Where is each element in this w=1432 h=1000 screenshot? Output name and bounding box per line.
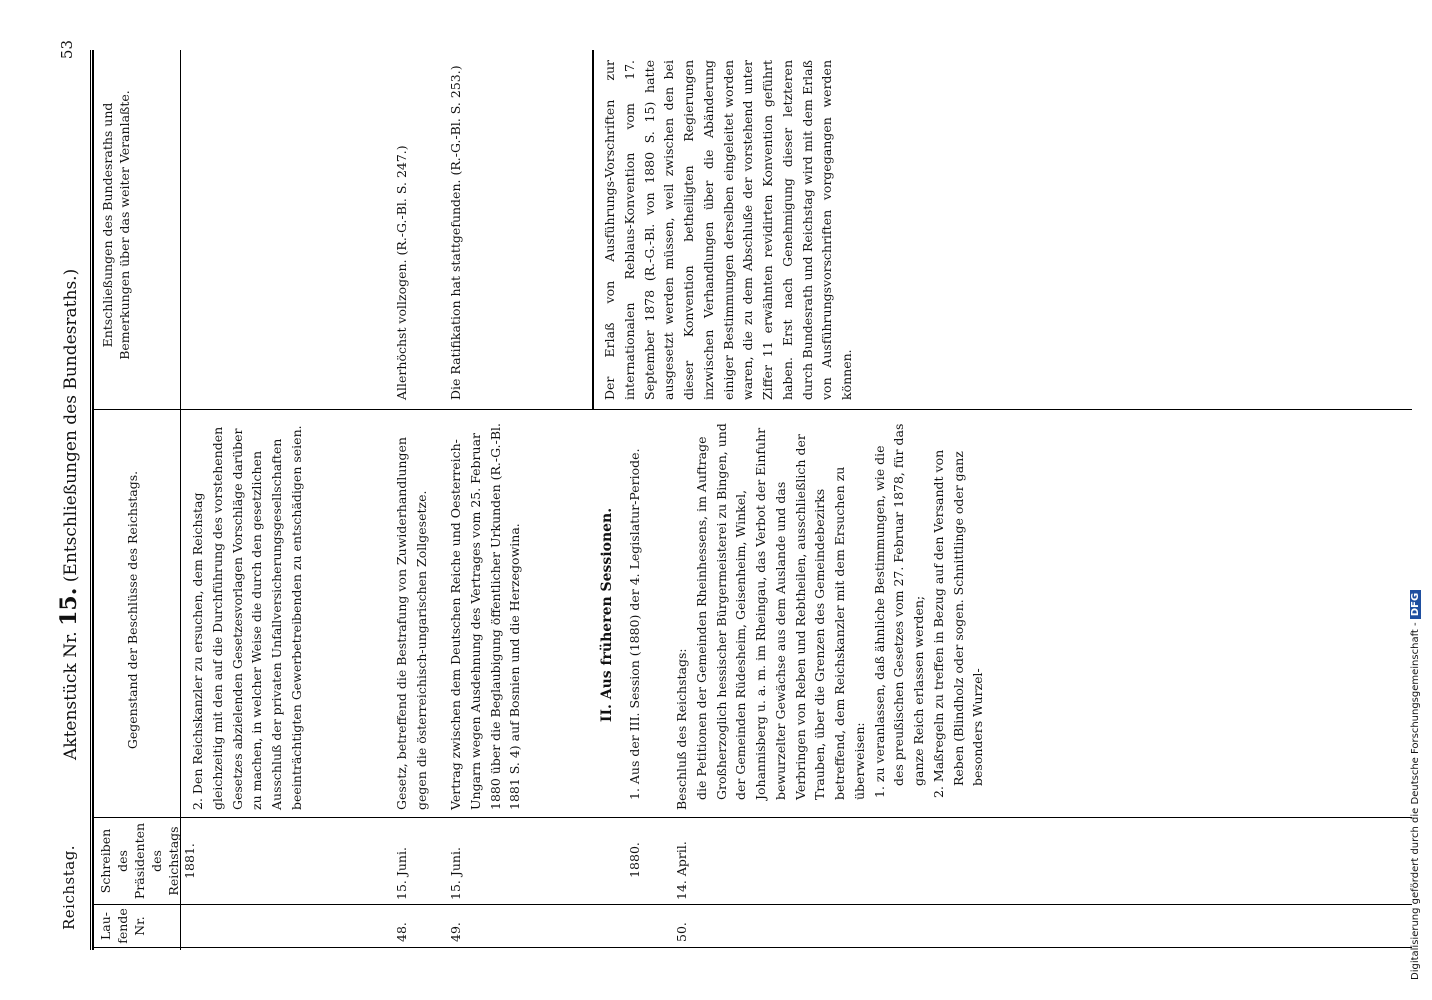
sidebar-credit-text: Digitalisierung gefördert durch die Deutsche Forschungsgemeinschaft - xyxy=(1410,622,1421,980)
header-number: 15. xyxy=(56,587,82,626)
header-rule xyxy=(92,50,94,950)
row-50-date: 14. April. xyxy=(674,841,689,900)
header-center xyxy=(56,269,82,760)
col-header-nr: Lau-fende Nr. xyxy=(98,908,147,944)
header-center-prefix: Aktenstück Nr. xyxy=(61,631,81,760)
section-year: 1880. xyxy=(627,842,642,878)
header-left: Reichstag. xyxy=(60,844,78,930)
col-header-entschliessung: Entschließungen des Bundesraths und Bemerkungen über das weiter Veranlaßte. xyxy=(100,90,132,360)
gegenstand-continuation: 2. Den Reichskanzler zu ersuchen, dem Reichstag gleichzeitig mit den auf die Durchführung des vorstehenden Gesetzes abzielenden Gesetzesvorlagen Vorschläge darüber zu machen, in welcher Weise die durch den gesetzlichen Ausschluß der privaten Unfallversicherungsgesellschaften beeinträchtigten Gewerbetreibenden zu entschädigen seien. xyxy=(190,425,304,810)
section-subtitle: 1. Aus der III. Session (1880) der 4. Legislatur-Periode. xyxy=(627,448,642,800)
row-50-gegenstand xyxy=(672,420,988,810)
row-49-gegenstand: Vertrag zwischen dem Deutschen Reiche und Oesterreich-Ungarn wegen Ausdehnung des Vertrages vom 25. Februar 1880 über die Beglaubigung öffentlicher Urkunden (R.-G.-Bl. 1881 S. 4) auf Bosnien und die Herzegowina. xyxy=(448,423,523,810)
header-rule-thin xyxy=(90,50,91,950)
row-49-date: 15. Juni. xyxy=(448,847,463,900)
col-divider-1 xyxy=(92,904,1412,905)
head-row-rule xyxy=(180,50,181,950)
row-50-entschliessung: Der Erlaß von Ausführungs-Vorschriften zur internationalen Reblaus-Konvention vom 17. September 1878 (R.-G.-Bl. von 1880 S. 15) hatte ausgesetzt werden müssen, weil zwischen den bei dieser Konvention betheiligten Regierungen inzwischen Verhandlungen über die Abänderung einiger Bestimmungen derselben eingeleitet worden waren, die zu dem Abschluße der vorstehend unter Ziffer 11 erwähnten revidirten Konvention geführt haben. Erst nach Genehmigung dieser letzteren durch Bundesrath und Reichstag wird mit dem Erlaß von Ausführungsvorschriften vorgegangen werden können. xyxy=(602,60,854,400)
row-50-item-2: 2. Maßregeln zu treffen in Bezug auf den Versandt von Reben (Blindholz oder sogen. Schnittlinge oder ganz besonders Wurzel- xyxy=(930,449,986,798)
col-divider-3 xyxy=(92,409,1412,410)
page-number: 53 xyxy=(58,40,76,60)
sidebar-credit xyxy=(1410,20,1428,980)
col-header-gegenstand: Gegenstand der Beschlüsse des Reichstags. xyxy=(125,470,140,750)
entschliessung-rule xyxy=(592,50,594,410)
row-48-date: 15. Juni. xyxy=(394,847,409,900)
page-header xyxy=(52,30,88,960)
sidebar-credit-inner xyxy=(1410,20,1428,980)
dfg-logo: DFG xyxy=(1410,590,1421,619)
col-header-schreiben: Schreiben des Präsidenten des Reichstags 1881. xyxy=(98,822,198,900)
row-49-nr: 49. xyxy=(448,922,463,942)
row-48-gegenstand: Gesetz, betreffend die Bestrafung von Zuwiderhandlungen gegen die österreichisch-ungarischen Zollgesetze. xyxy=(394,437,429,810)
row-48-nr: 48. xyxy=(394,922,409,942)
row-50-nr: 50. xyxy=(674,922,689,942)
row-50-body: die Petitionen der Gemeinden Rheinhessens, im Auftrage Großherzoglich hessischer Bürgermeisterei zu Bingen, und der Gemeinden Rüdesheim, Geisenheim, Winkel, Johannisberg u. a. m. im Rheingau, das Verbot der Einfuhr bewurzelter Gewächse aus dem Auslande und das Verbringen von Reben und Rebtheilen, ausschließlich der Trauben, über die Grenzen des Gemeindebezirks betreffend, dem Reichskanzler mit dem Ersuchen zu überweisen: xyxy=(693,423,867,800)
row-50-intro: Beschluß des Reichstags: xyxy=(674,648,689,810)
header-center-suffix: (Entschließungen des Bundesraths.) xyxy=(61,268,81,583)
row-48-entschliessung: Allerhöchst vollzogen. (R.-G.-Bl. S. 247.) xyxy=(394,145,409,400)
row-50-item-1: 1. zu veranlassen, daß ähnliche Bestimmungen, wie die des preußischen Gesetzes vom 27. Februar 1878, für das ganze Reich erlassen werden; xyxy=(871,423,926,798)
row-49-entschliessung: Die Ratifikation hat stattgefunden. (R.-G.-Bl. S. 253.) xyxy=(448,65,463,400)
col-divider-2 xyxy=(92,817,1412,818)
table-border-left xyxy=(92,947,1412,948)
section-title: II. Aus früheren Sessionen. xyxy=(599,507,615,723)
